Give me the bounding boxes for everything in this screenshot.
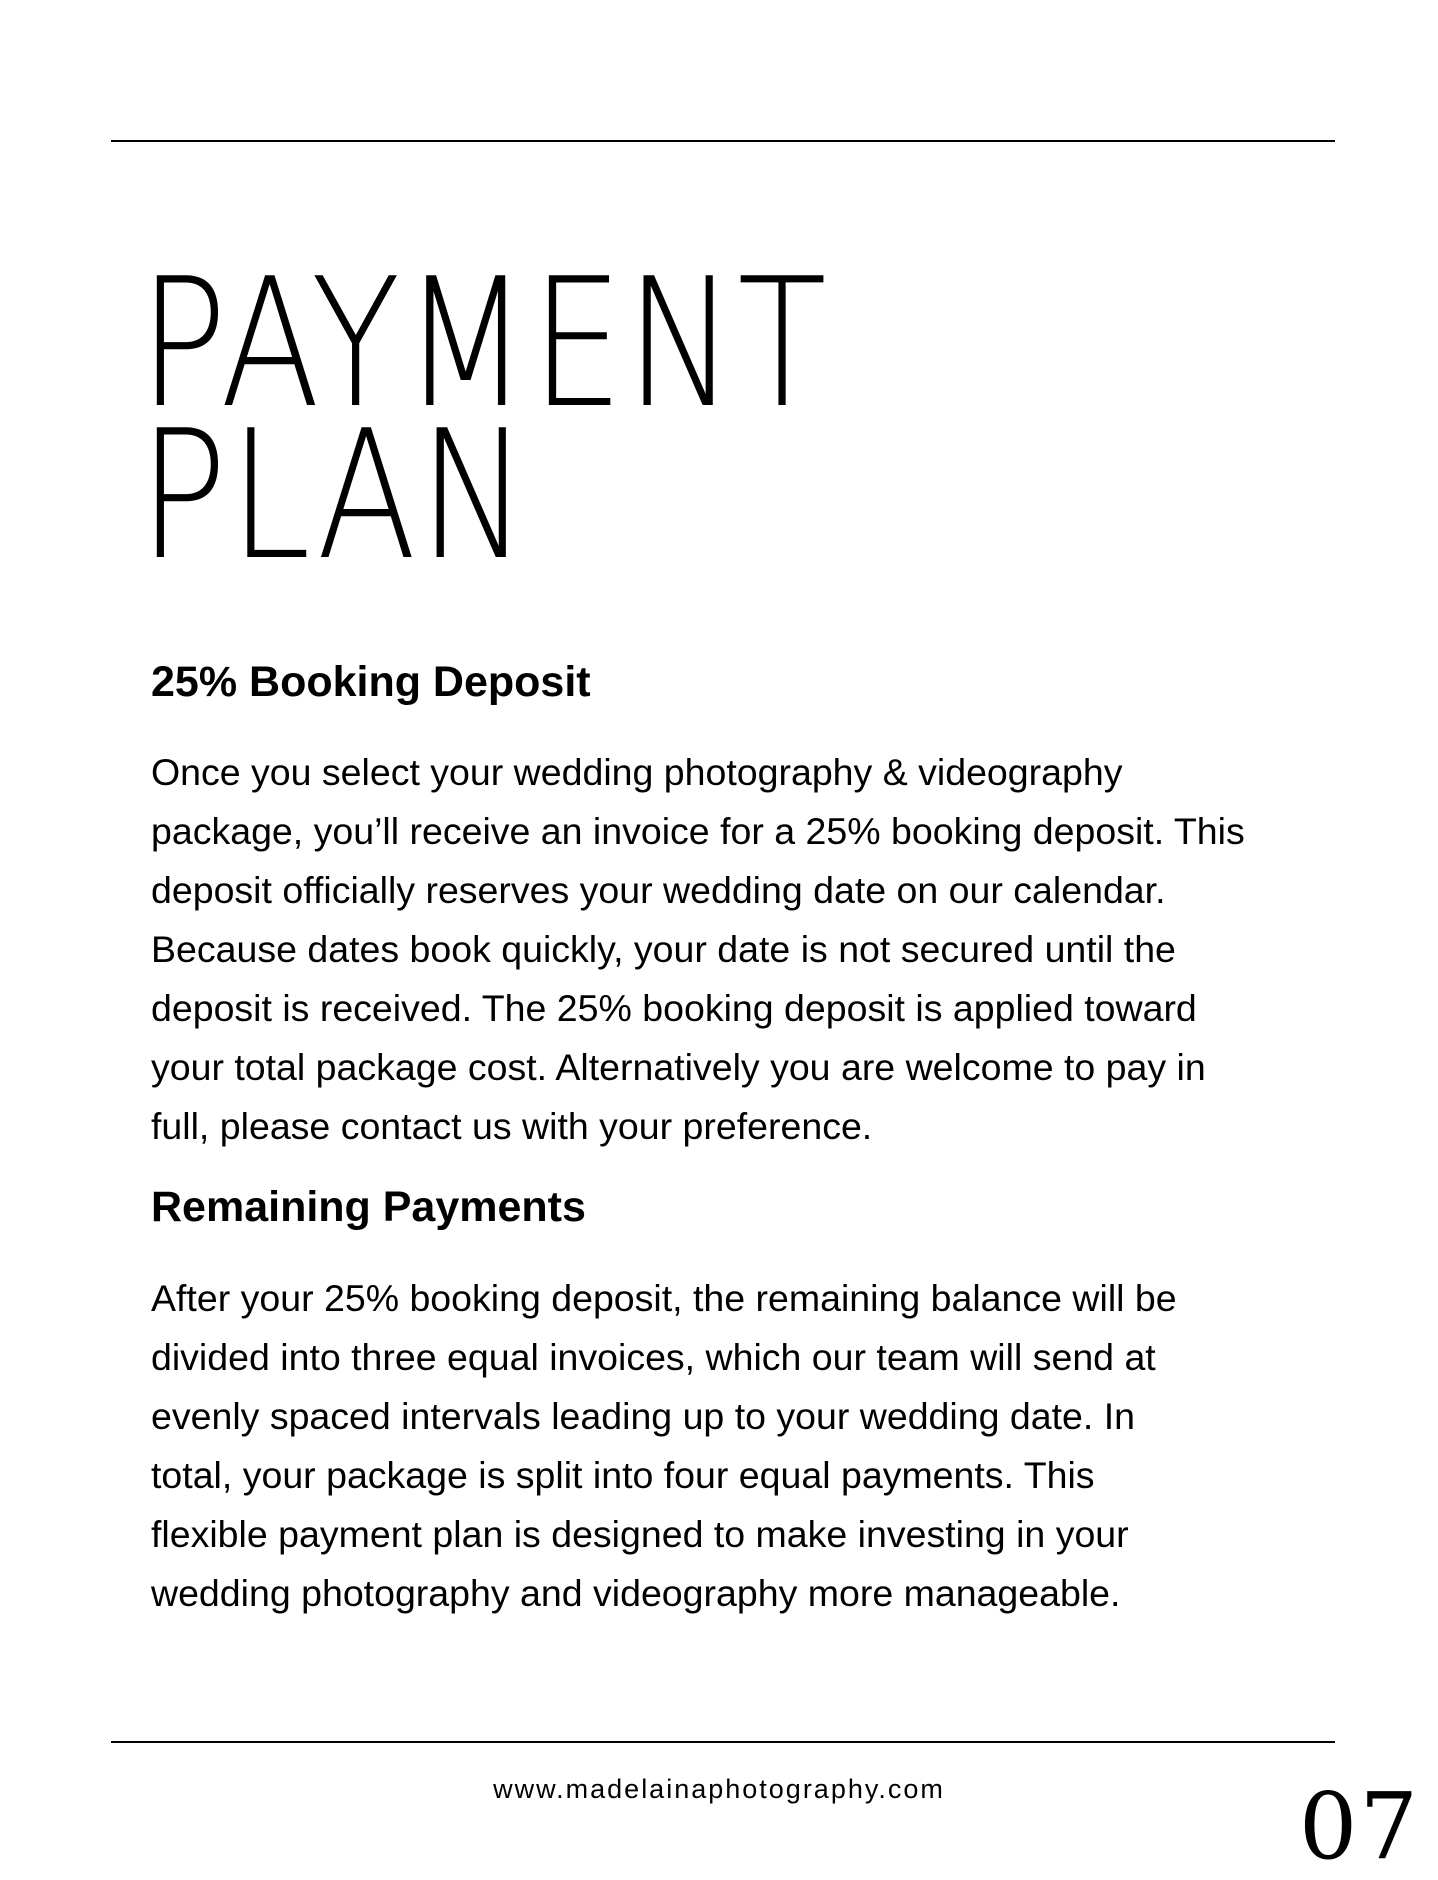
paragraph-line: wedding photography and videography more manageable. (151, 1572, 1121, 1614)
paragraph-line: Because dates book quickly, your date is not secured until the (151, 928, 1176, 970)
page-number: 07 (1298, 1773, 1420, 1880)
page-title-line-1: PAYMENT (139, 240, 830, 447)
paragraph-line: evenly spaced intervals leading up to your wedding date. In (151, 1395, 1135, 1437)
paragraph-line: divided into three equal invoices, which our team will send at (151, 1336, 1156, 1378)
paragraph-line: deposit is received. The 25% booking deposit is applied toward (151, 987, 1197, 1029)
top-divider (111, 140, 1335, 142)
footer-website: www.madelainaphotography.com (493, 1774, 945, 1804)
booking-deposit-heading: 25% Booking Deposit (151, 658, 591, 706)
paragraph-line: your total package cost. Alternatively you are welcome to pay in (151, 1046, 1206, 1088)
paragraph-line: full, please contact us with your preference. (151, 1105, 873, 1147)
paragraph-line: Once you select your wedding photography & videography (151, 751, 1123, 793)
remaining-payments-heading: Remaining Payments (151, 1183, 586, 1231)
paragraph-line: flexible payment plan is designed to make investing in your (151, 1513, 1129, 1555)
remaining-payments-paragraph (151, 1269, 1331, 1623)
page-title-line-2: PLAN (139, 392, 531, 599)
paragraph-line: total, your package is split into four equal payments. This (151, 1454, 1095, 1496)
page-title (139, 240, 830, 599)
booking-deposit-paragraph (151, 743, 1331, 1156)
bottom-divider (111, 1741, 1335, 1743)
paragraph-line: deposit officially reserves your wedding date on our calendar. (151, 869, 1166, 911)
paragraph-line: package, you’ll receive an invoice for a 25% booking deposit. This (151, 810, 1245, 852)
paragraph-line: After your 25% booking deposit, the remaining balance will be (151, 1277, 1177, 1319)
